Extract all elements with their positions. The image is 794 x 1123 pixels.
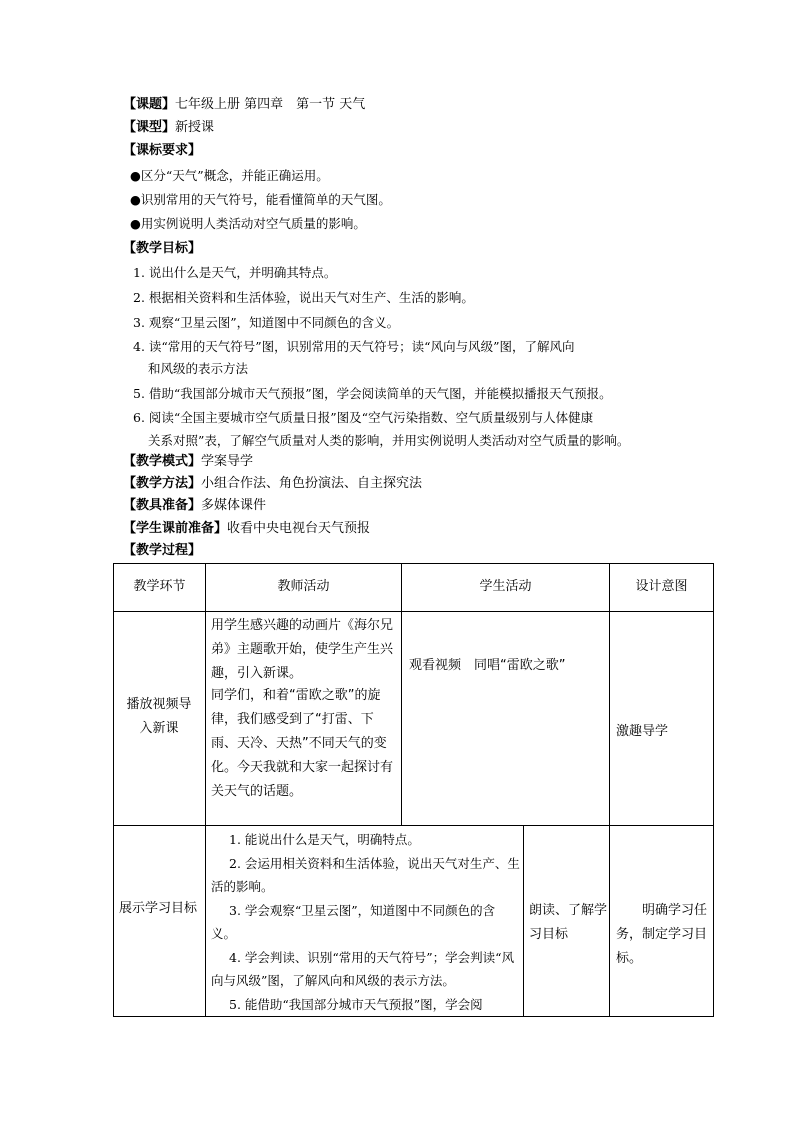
student-preparation: 【学生课前准备】收看中央电视台天气预报 — [123, 521, 371, 536]
objective-item: 1. 说出什么是天气，并明确其特点。 — [133, 265, 337, 280]
teaching-mode: 【教学模式】学案导学 — [123, 454, 254, 469]
process-heading: 【教学过程】 — [123, 543, 202, 558]
objective-item: 2. 根据相关资料和生活体验，说出天气对生产、生活的影响。 — [133, 290, 474, 305]
objective-item: 3. 观察“卫星云图”，知道图中不同颜色的含义。 — [133, 315, 400, 330]
row1-teacher-paragraph-2: 同学们，和着“雷欧之歌”的旋律，我们感受到了“打雷、下雨、天冷、天热”不同天气的变化。今天我就和大家一起探讨有关天气的话题。 — [211, 688, 394, 799]
row2-stage: 展示学习目标 — [119, 901, 198, 916]
col-header-stage: 教学环节 — [133, 579, 186, 594]
col-header-teacher: 教师活动 — [277, 579, 330, 594]
row1-intent: 激趣导学 — [616, 724, 669, 739]
row1-stage: 播放视频导入新课 — [126, 697, 192, 736]
col-header-intent: 设计意图 — [635, 579, 688, 594]
teaching-tools: 【教具准备】多媒体课件 — [123, 498, 267, 513]
objective-item: 4. 读“常用的天气符号”图，识别常用的天气符号；读“风向与风级”图，了解风向 — [133, 339, 575, 354]
standard-item: ●识别常用的天气符号，能看懂简单的天气图。 — [130, 192, 391, 207]
standards-heading: 【课标要求】 — [123, 143, 202, 158]
lesson-title: 【课题】七年级上册 第四章 第一节 天气 — [123, 97, 366, 112]
row2-student: 朗读、了解学习目标 — [529, 903, 608, 942]
objective-item: 6. 阅读“全国主要城市空气质量日报”图及“空气污染指数、空气质量级别与人体健康 — [133, 410, 594, 425]
objective-item-continued: 和风级的表示方法 — [148, 361, 249, 376]
row2-teacher-item-2: 2. 会运用相关资料和生活体验，说出天气对生产、生活的影响。 — [211, 856, 520, 894]
row2-teacher-item-5: 5. 能借助“我国部分城市天气预报”图，学会阅 — [229, 997, 483, 1012]
standard-item: ●用实例说明人类活动对空气质量的影响。 — [130, 216, 366, 231]
standard-item: ●区分“天气”概念，并能正确运用。 — [130, 168, 329, 183]
objective-item-continued: 关系对照”表，了解空气质量对人类的影响，并用实例说明人类活动对空气质量的影响。 — [148, 433, 630, 448]
col-header-student: 学生活动 — [479, 579, 532, 594]
lesson-type: 【课型】新授课 — [123, 120, 215, 135]
row1-student: 观看视频 同唱“雷欧之歌” — [409, 658, 566, 673]
row1-teacher-paragraph-1: 用学生感兴趣的动画片《海尔兄弟》主题歌开始，使学生产生兴趣，引入新课。 — [211, 618, 394, 681]
row2-teacher-item-1: 1. 能说出什么是天气，明确特点。 — [229, 832, 420, 847]
row2-teacher-item-3: 3. 学会观察“卫星云图”，知道图中不同颜色的含义。 — [211, 903, 496, 941]
row2-intent: 明确学习任务，制定学习目标。 — [616, 903, 708, 966]
teaching-method: 【教学方法】小组合作法、角色扮演法、自主探究法 — [123, 476, 423, 491]
row2-teacher-item-4: 4. 学会判读、识别“常用的天气符号”；学会判读“风向与风级”图，了解风向和风级的表示方法。 — [211, 950, 515, 988]
objective-item: 5. 借助“我国部分城市天气预报”图，学会阅读简单的天气图，并能模拟播报天气预报。 — [133, 386, 612, 401]
objectives-heading: 【教学目标】 — [123, 241, 202, 256]
